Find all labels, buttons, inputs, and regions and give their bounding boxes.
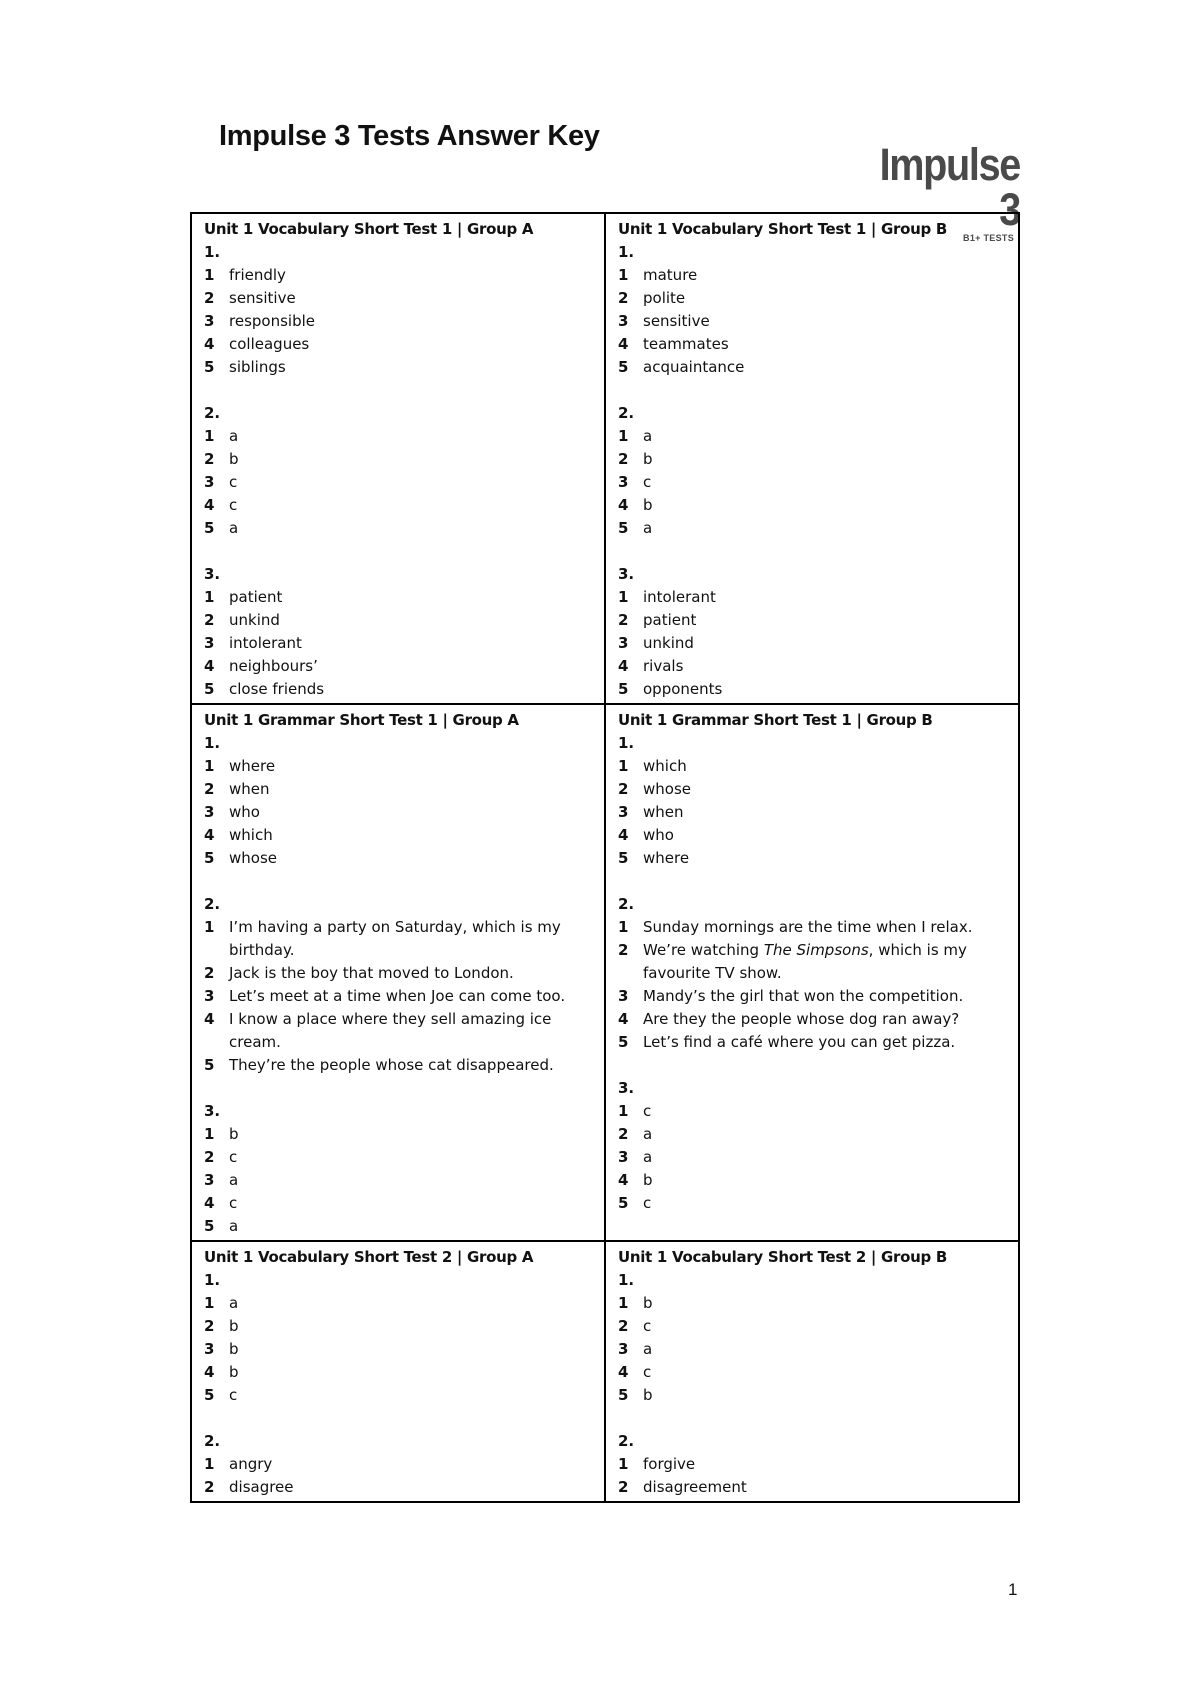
section-gap xyxy=(618,379,1008,402)
answer-item xyxy=(618,471,1008,494)
answer-item xyxy=(618,801,1008,824)
answer-item xyxy=(618,1123,1008,1146)
answer-item xyxy=(618,678,1008,701)
item-number: 3 xyxy=(204,1340,215,1358)
answer-item xyxy=(618,310,1008,333)
exercise-number: 2. xyxy=(204,1432,221,1450)
item-answer: unkind xyxy=(229,611,280,629)
item-answer: b xyxy=(229,1317,239,1335)
answer-item xyxy=(204,1453,594,1476)
exercise-number: 3. xyxy=(204,565,221,583)
item-answer: forgive xyxy=(643,1455,696,1473)
item-answer: I know a place where they sell amazing ice cream. xyxy=(229,1010,552,1051)
section-gap xyxy=(204,870,594,893)
item-answer: Let’s find a café where you can get pizza. xyxy=(643,1033,956,1051)
item-answer: b xyxy=(643,496,653,514)
answer-item xyxy=(618,333,1008,356)
answer-item xyxy=(618,1315,1008,1338)
item-number: 5 xyxy=(204,1217,215,1235)
item-answer: disagreement xyxy=(643,1478,747,1496)
item-answer: Are they the people whose dog ran away? xyxy=(643,1010,960,1028)
exercise-number: 2. xyxy=(618,1432,635,1450)
answer-item xyxy=(618,1192,1008,1215)
answer-item xyxy=(204,1292,594,1315)
answer-item xyxy=(618,1169,1008,1192)
item-answer: opponents xyxy=(643,680,723,698)
answer-item xyxy=(618,586,1008,609)
item-answer: b xyxy=(643,450,653,468)
answer-item xyxy=(204,755,594,778)
item-answer: b xyxy=(643,1294,653,1312)
item-answer: a xyxy=(643,427,653,445)
item-answer: Mandy’s the girl that won the competition. xyxy=(643,987,964,1005)
item-number: 4 xyxy=(618,496,629,514)
answer-item xyxy=(618,1476,1008,1499)
cell-heading: Unit 1 Vocabulary Short Test 2 | Group A xyxy=(204,1248,534,1266)
item-number: 1 xyxy=(618,757,629,775)
table-row xyxy=(191,213,1019,704)
item-answer: neighbours’ xyxy=(229,657,318,675)
item-answer: c xyxy=(643,1194,652,1212)
item-answer: a xyxy=(229,1217,239,1235)
item-answer: rivals xyxy=(643,657,684,675)
answer-item xyxy=(618,356,1008,379)
exercise-number: 1. xyxy=(618,734,635,752)
answer-item xyxy=(618,448,1008,471)
cell-heading: Unit 1 Grammar Short Test 1 | Group B xyxy=(618,711,933,729)
item-answer: c xyxy=(643,1317,652,1335)
item-answer: c xyxy=(229,473,238,491)
answer-item xyxy=(204,678,594,701)
item-number: 2 xyxy=(204,289,215,307)
item-answer: polite xyxy=(643,289,686,307)
item-number: 1 xyxy=(204,427,215,445)
answer-item xyxy=(618,1338,1008,1361)
item-answer: where xyxy=(643,849,690,867)
item-answer: b xyxy=(643,1171,653,1189)
item-answer: c xyxy=(643,1363,652,1381)
exercise-number: 1. xyxy=(618,1271,635,1289)
item-number: 1 xyxy=(618,1102,629,1120)
item-number: 3 xyxy=(618,1340,629,1358)
item-number: 2 xyxy=(618,450,629,468)
answer-cell xyxy=(605,1241,1019,1502)
item-answer: patient xyxy=(643,611,697,629)
item-answer: where xyxy=(229,757,276,775)
item-number: 1 xyxy=(204,757,215,775)
item-answer: whose xyxy=(643,780,691,798)
answer-item xyxy=(204,847,594,870)
answer-item xyxy=(204,264,594,287)
item-number: 5 xyxy=(204,680,215,698)
answer-item xyxy=(204,1338,594,1361)
item-answer: who xyxy=(229,803,260,821)
answer-item xyxy=(204,1123,594,1146)
item-number: 2 xyxy=(204,1478,215,1496)
item-answer: which xyxy=(643,757,687,775)
logo-wordmark: Impulse 3 xyxy=(879,139,1020,235)
answer-item xyxy=(618,1008,1008,1031)
item-number: 4 xyxy=(204,826,215,844)
answer-item xyxy=(618,287,1008,310)
item-answer: whose xyxy=(229,849,277,867)
exercise-number: 3. xyxy=(618,1079,635,1097)
item-answer: c xyxy=(229,496,238,514)
answer-cell xyxy=(605,213,1019,704)
item-number: 3 xyxy=(204,803,215,821)
item-number: 2 xyxy=(618,1478,629,1496)
item-number: 3 xyxy=(618,1148,629,1166)
logo-subtitle: B1+ TESTS xyxy=(963,233,1014,243)
item-answer: close friends xyxy=(229,680,325,698)
item-number: 4 xyxy=(204,496,215,514)
answer-item xyxy=(204,287,594,310)
item-number: 3 xyxy=(204,312,215,330)
answer-cell xyxy=(191,213,605,704)
section-gap xyxy=(618,1407,1008,1430)
item-answer: They’re the people whose cat disappeared. xyxy=(229,1056,554,1074)
answer-item xyxy=(618,609,1008,632)
answer-item xyxy=(618,632,1008,655)
answer-item xyxy=(618,1384,1008,1407)
item-answer: when xyxy=(229,780,270,798)
item-answer: c xyxy=(643,473,652,491)
item-number: 5 xyxy=(618,680,629,698)
item-number: 1 xyxy=(618,1294,629,1312)
answer-item xyxy=(204,425,594,448)
item-answer: a xyxy=(229,1171,239,1189)
exercise-number: 2. xyxy=(618,404,635,422)
item-number: 4 xyxy=(204,1010,215,1028)
item-answer: b xyxy=(229,1340,239,1358)
item-answer: b xyxy=(229,450,239,468)
answer-item xyxy=(618,824,1008,847)
answer-item xyxy=(204,824,594,847)
item-number: 3 xyxy=(204,473,215,491)
answer-item xyxy=(618,1100,1008,1123)
cell-heading: Unit 1 Vocabulary Short Test 1 | Group B xyxy=(618,220,947,238)
item-answer: c xyxy=(229,1148,238,1166)
answer-item xyxy=(618,1146,1008,1169)
answer-item xyxy=(204,655,594,678)
answer-item xyxy=(204,333,594,356)
item-number: 3 xyxy=(204,634,215,652)
answer-item xyxy=(618,655,1008,678)
item-number: 5 xyxy=(204,1386,215,1404)
answer-item xyxy=(618,1361,1008,1384)
item-number: 3 xyxy=(204,987,215,1005)
item-number: 5 xyxy=(618,1194,629,1212)
item-answer: c xyxy=(643,1102,652,1120)
item-number: 3 xyxy=(618,473,629,491)
answer-item xyxy=(204,448,594,471)
item-number: 1 xyxy=(618,427,629,445)
item-number: 1 xyxy=(204,1294,215,1312)
item-answer: a xyxy=(229,427,239,445)
exercise-number: 1. xyxy=(204,243,221,261)
item-number: 5 xyxy=(204,849,215,867)
page-title: Impulse 3 Tests Answer Key xyxy=(219,120,600,152)
answer-item xyxy=(204,1008,594,1054)
exercise-number: 2. xyxy=(618,895,635,913)
item-number: 3 xyxy=(204,1171,215,1189)
answer-item xyxy=(618,755,1008,778)
item-number: 5 xyxy=(204,519,215,537)
answer-item xyxy=(204,494,594,517)
item-number: 2 xyxy=(618,611,629,629)
item-answer: acquaintance xyxy=(643,358,745,376)
answer-item xyxy=(204,1192,594,1215)
item-number: 5 xyxy=(618,1033,629,1051)
item-answer: a xyxy=(643,1148,653,1166)
item-number: 2 xyxy=(204,611,215,629)
answer-item xyxy=(204,310,594,333)
section-gap xyxy=(618,540,1008,563)
item-answer: responsible xyxy=(229,312,315,330)
answer-item xyxy=(204,985,594,1008)
item-answer: Sunday mornings are the time when I relax. xyxy=(643,918,973,936)
answer-item xyxy=(204,1361,594,1384)
answer-item xyxy=(204,1215,594,1238)
item-answer: intolerant xyxy=(229,634,302,652)
answer-item xyxy=(204,1146,594,1169)
item-number: 4 xyxy=(618,1010,629,1028)
item-number: 2 xyxy=(618,1317,629,1335)
item-number: 5 xyxy=(618,849,629,867)
cell-heading: Unit 1 Vocabulary Short Test 1 | Group A xyxy=(204,220,534,238)
answer-item xyxy=(618,425,1008,448)
item-number: 2 xyxy=(204,1317,215,1335)
exercise-number: 3. xyxy=(204,1102,221,1120)
item-number: 4 xyxy=(618,1171,629,1189)
exercise-number: 1. xyxy=(204,734,221,752)
item-answer: disagree xyxy=(229,1478,294,1496)
item-answer: a xyxy=(229,519,239,537)
item-number: 1 xyxy=(618,266,629,284)
answer-item xyxy=(618,517,1008,540)
answer-item xyxy=(618,1031,1008,1054)
item-number: 4 xyxy=(618,335,629,353)
answer-cell xyxy=(605,704,1019,1241)
item-answer: mature xyxy=(643,266,698,284)
item-answer: a xyxy=(643,1125,653,1143)
item-number: 5 xyxy=(204,1056,215,1074)
answer-item xyxy=(204,778,594,801)
table-row xyxy=(191,1241,1019,1502)
item-number: 4 xyxy=(618,657,629,675)
answer-item xyxy=(204,609,594,632)
item-number: 1 xyxy=(204,1125,215,1143)
answer-item xyxy=(204,1384,594,1407)
answer-item xyxy=(204,801,594,824)
table-row xyxy=(191,704,1019,1241)
exercise-number: 2. xyxy=(204,895,221,913)
answer-item xyxy=(618,494,1008,517)
item-number: 3 xyxy=(618,987,629,1005)
item-number: 2 xyxy=(618,780,629,798)
answer-item xyxy=(618,847,1008,870)
item-number: 5 xyxy=(618,1386,629,1404)
item-answer: b xyxy=(229,1363,239,1381)
item-answer: a xyxy=(643,519,653,537)
answer-item xyxy=(618,264,1008,287)
item-answer: intolerant xyxy=(643,588,716,606)
item-answer: unkind xyxy=(643,634,694,652)
item-answer: sensitive xyxy=(229,289,296,307)
answer-item xyxy=(204,962,594,985)
item-number: 2 xyxy=(618,941,629,959)
answer-item xyxy=(618,1453,1008,1476)
item-number: 1 xyxy=(204,266,215,284)
item-answer: who xyxy=(643,826,674,844)
item-number: 2 xyxy=(618,289,629,307)
answer-item xyxy=(204,1054,594,1077)
item-answer: colleagues xyxy=(229,335,310,353)
item-answer: siblings xyxy=(229,358,286,376)
answer-item xyxy=(618,778,1008,801)
answer-item xyxy=(204,1476,594,1499)
answer-item xyxy=(618,939,1008,985)
item-answer: which xyxy=(229,826,273,844)
answer-item xyxy=(204,632,594,655)
section-gap xyxy=(204,1077,594,1100)
answer-item xyxy=(204,517,594,540)
item-number: 4 xyxy=(204,657,215,675)
item-number: 3 xyxy=(618,803,629,821)
exercise-number: 2. xyxy=(204,404,221,422)
item-number: 4 xyxy=(204,1363,215,1381)
answer-item xyxy=(618,1292,1008,1315)
exercise-number: 1. xyxy=(618,243,635,261)
item-number: 2 xyxy=(204,964,215,982)
answer-item xyxy=(618,985,1008,1008)
item-answer: friendly xyxy=(229,266,286,284)
item-number: 3 xyxy=(618,312,629,330)
item-answer: b xyxy=(643,1386,653,1404)
item-number: 4 xyxy=(204,335,215,353)
answer-item xyxy=(618,916,1008,939)
item-number: 1 xyxy=(204,588,215,606)
section-gap xyxy=(618,870,1008,893)
item-number: 5 xyxy=(618,358,629,376)
section-gap xyxy=(204,1407,594,1430)
item-number: 2 xyxy=(204,1148,215,1166)
item-number: 2 xyxy=(618,1125,629,1143)
item-number: 1 xyxy=(204,918,215,936)
item-answer: patient xyxy=(229,588,283,606)
item-number: 2 xyxy=(204,450,215,468)
exercise-number: 3. xyxy=(618,565,635,583)
item-answer: c xyxy=(229,1194,238,1212)
cell-heading: Unit 1 Vocabulary Short Test 2 | Group B xyxy=(618,1248,947,1266)
answer-item xyxy=(204,356,594,379)
answer-item xyxy=(204,916,594,962)
item-number: 5 xyxy=(204,358,215,376)
section-gap xyxy=(618,1054,1008,1077)
item-answer: Let’s meet at a time when Joe can come too. xyxy=(229,987,566,1005)
item-number: 4 xyxy=(618,1363,629,1381)
item-answer: Jack is the boy that moved to London. xyxy=(229,964,514,982)
answer-cell xyxy=(191,704,605,1241)
item-answer: b xyxy=(229,1125,239,1143)
item-answer: angry xyxy=(229,1455,273,1473)
item-answer: when xyxy=(643,803,684,821)
item-number: 5 xyxy=(618,519,629,537)
item-number: 1 xyxy=(204,1455,215,1473)
item-number: 4 xyxy=(618,826,629,844)
item-answer: I’m having a party on Saturday, which is my birthday. xyxy=(229,918,561,959)
cell-heading: Unit 1 Grammar Short Test 1 | Group A xyxy=(204,711,519,729)
item-number: 3 xyxy=(618,634,629,652)
item-answer: c xyxy=(229,1386,238,1404)
item-answer: teammates xyxy=(643,335,729,353)
item-number: 1 xyxy=(618,1455,629,1473)
item-number: 4 xyxy=(204,1194,215,1212)
answer-item xyxy=(204,586,594,609)
item-answer: a xyxy=(643,1340,653,1358)
item-answer: We’re watching The Simpsons, which is my favourite TV show. xyxy=(643,941,967,982)
answer-item xyxy=(204,1169,594,1192)
page-number: 1 xyxy=(1008,1580,1018,1599)
answer-item xyxy=(204,1315,594,1338)
answer-key-table xyxy=(190,212,1020,1503)
answer-item xyxy=(204,471,594,494)
item-answer: a xyxy=(229,1294,239,1312)
item-number: 1 xyxy=(618,588,629,606)
answer-cell xyxy=(191,1241,605,1502)
section-gap xyxy=(204,379,594,402)
exercise-number: 1. xyxy=(204,1271,221,1289)
item-number: 1 xyxy=(618,918,629,936)
section-gap xyxy=(204,540,594,563)
item-answer: sensitive xyxy=(643,312,710,330)
item-number: 2 xyxy=(204,780,215,798)
